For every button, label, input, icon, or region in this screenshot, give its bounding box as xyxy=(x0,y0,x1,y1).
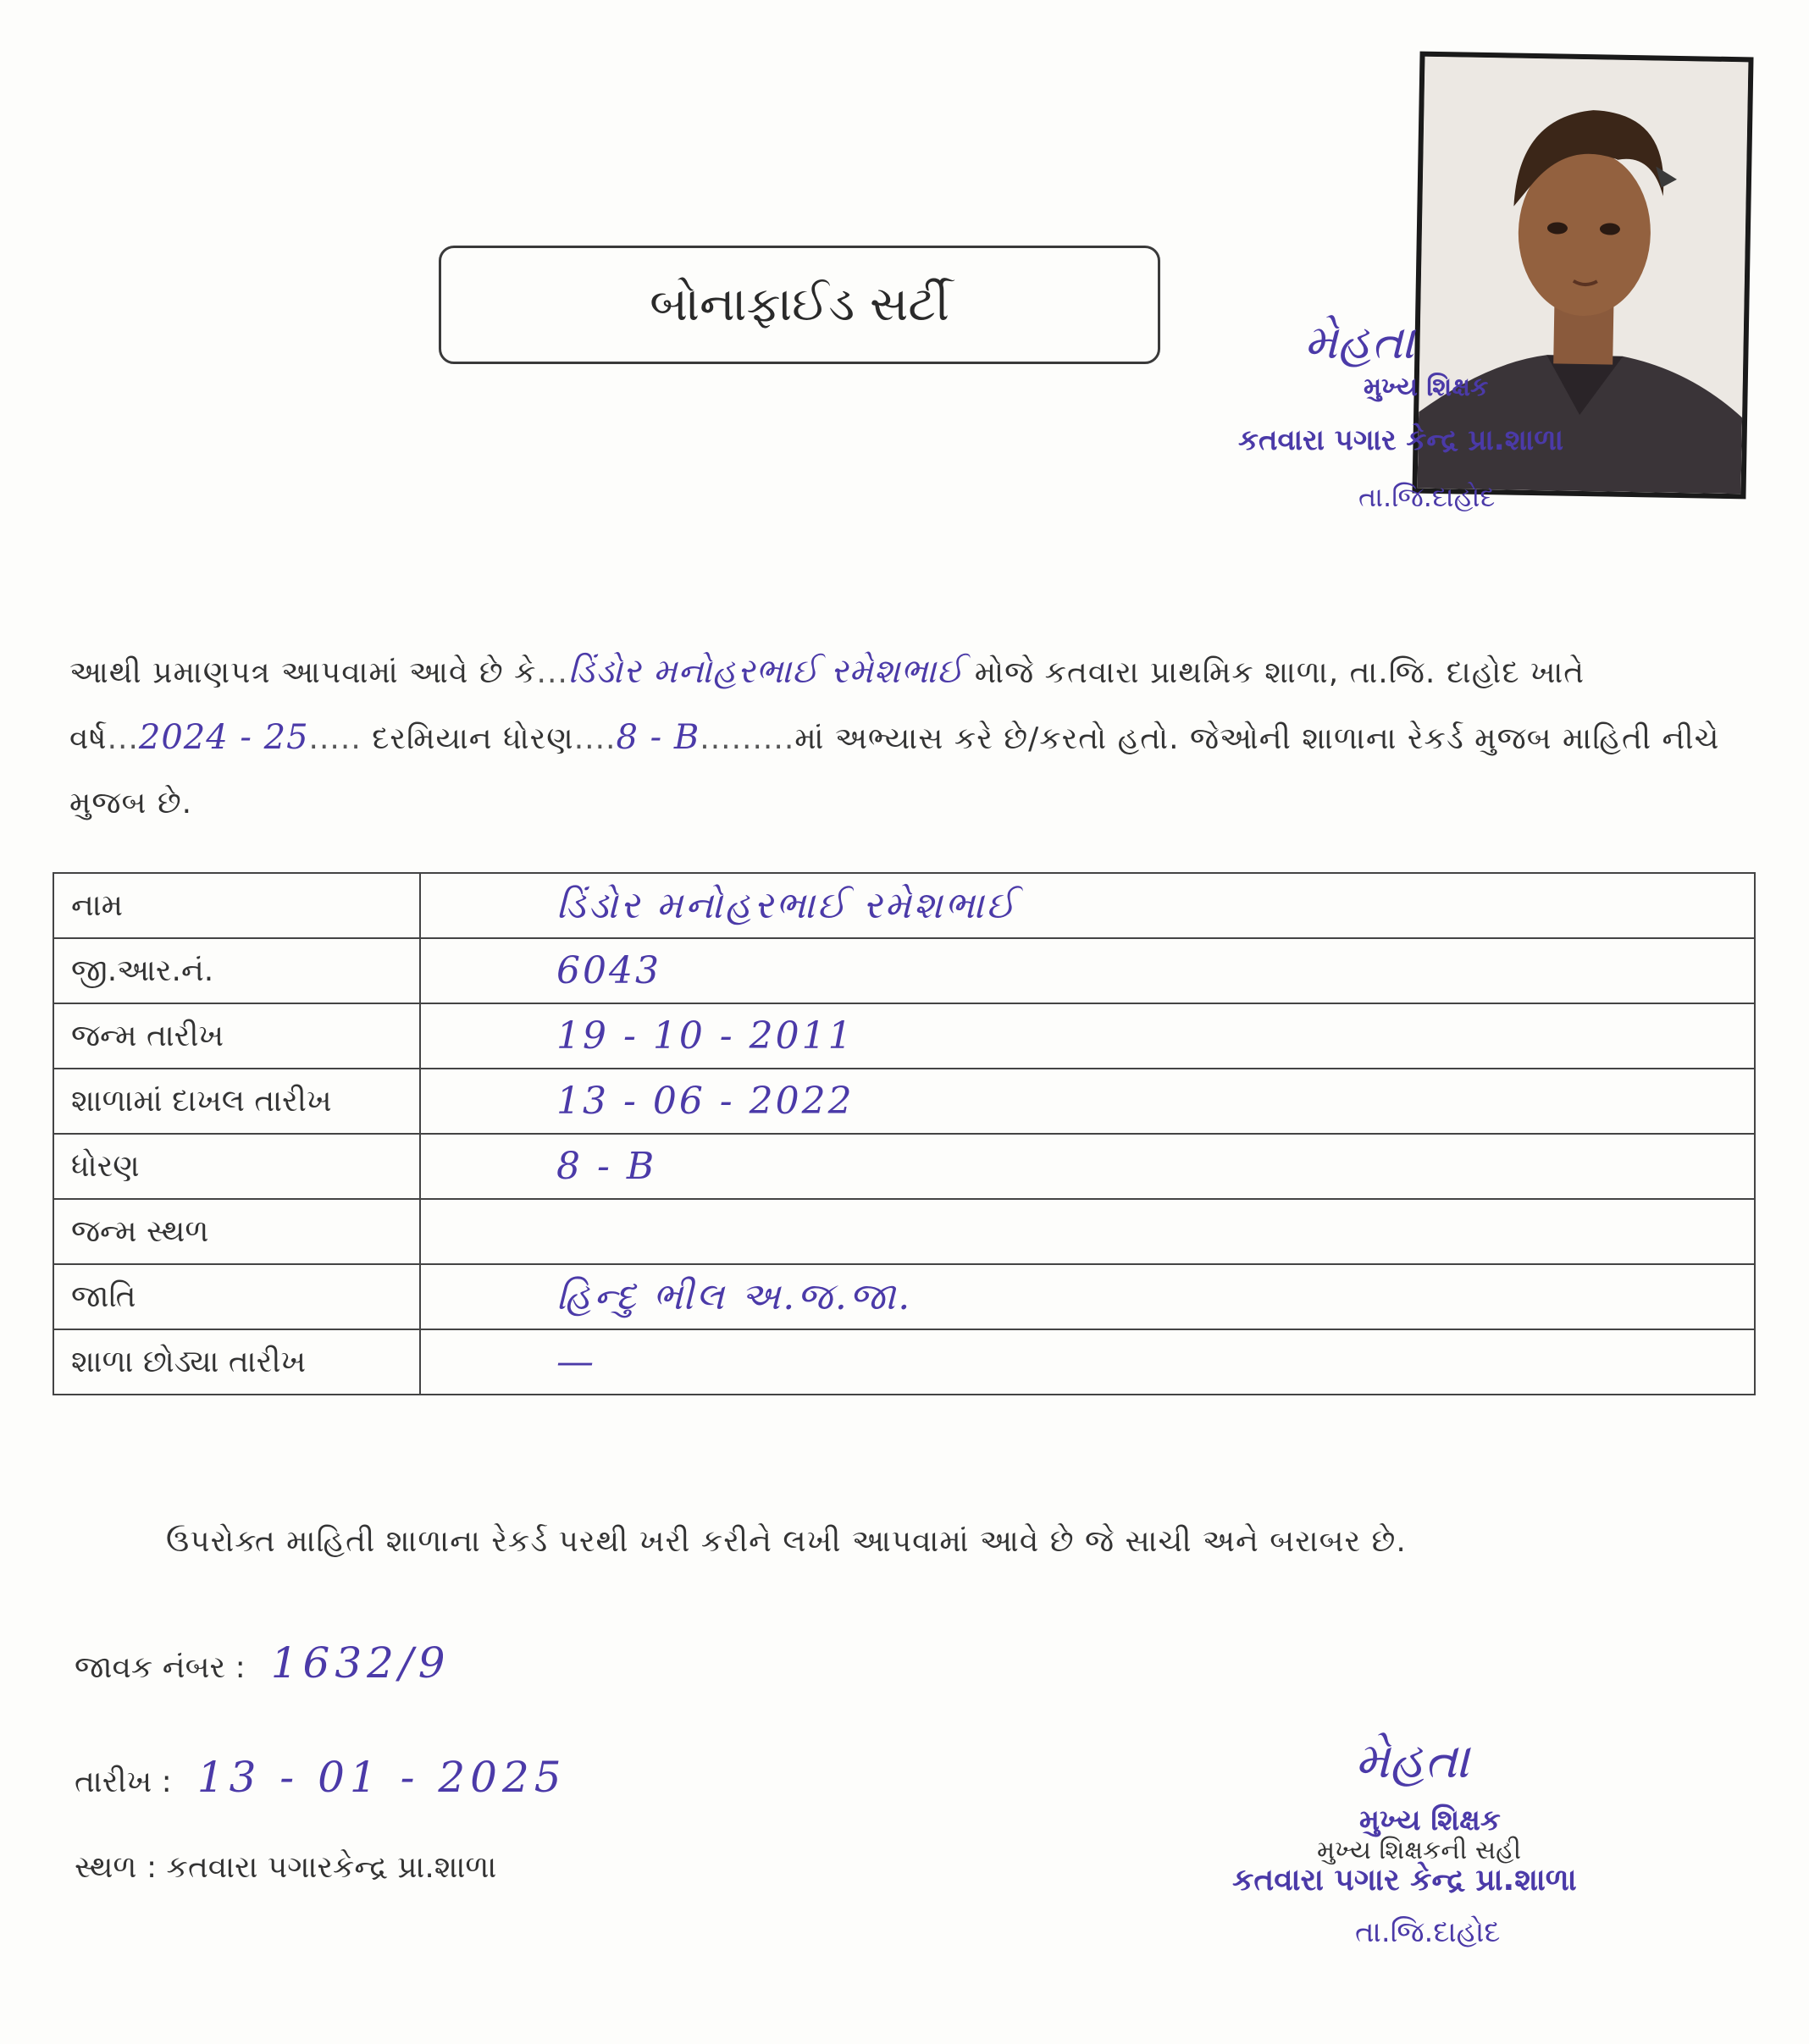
top-stamp-signature: મેહતા xyxy=(1304,315,1415,370)
bottom-stamp-place: તા.જિ.દાહોદ xyxy=(1355,1915,1501,1949)
row-label: જી.આર.નં. xyxy=(53,938,420,1003)
student-info-table xyxy=(53,872,1756,1395)
issue-place: સ્થળ : કતવારા પગારકેન્દ્ર પ્રા.શાળા xyxy=(75,1850,497,1885)
table-row xyxy=(53,1264,1755,1329)
certificate-title-text: બોનાફાઈડ સર્ટી xyxy=(650,277,949,332)
outward-number-label: જાવક નંબર : xyxy=(75,1650,246,1685)
row-label: નામ xyxy=(53,873,420,938)
bottom-stamp-designation: મુખ્ય શિક્ષક xyxy=(1359,1804,1501,1837)
bottom-stamp-signature: મેહતા xyxy=(1355,1732,1469,1789)
row-value: 19 - 10 - 2011 xyxy=(420,1003,1755,1069)
row-value: ડિંડોર મનોહરભાઈ રમેશભાઈ xyxy=(420,873,1755,938)
table-row xyxy=(53,1069,1755,1134)
academic-year-handwritten: 2024 - 25 xyxy=(138,718,309,757)
closing-statement: ઉપરોક્ત માહિતી શાળાના રેકર્ડ પરથી ખરી કરીને લખી આપવામાં આવે છે જે સાચી અને બરાબર છે. xyxy=(166,1524,1407,1559)
issue-date-label: તારીખ : xyxy=(75,1765,172,1799)
outward-number xyxy=(75,1638,451,1688)
signature-caption: મુખ્ય શિક્ષકની સહી xyxy=(1317,1836,1522,1865)
table-row xyxy=(53,1199,1755,1264)
row-label: શાળામાં દાખલ તારીખ xyxy=(53,1069,420,1134)
top-stamp-school: કતવારા પગાર કેન્દ્ર પ્રા.શાળા xyxy=(1238,423,1564,457)
row-value: 6043 xyxy=(420,938,1755,1003)
issue-date-value: 13 - 01 - 2025 xyxy=(196,1753,567,1802)
row-value: 13 - 06 - 2022 xyxy=(420,1069,1755,1134)
table-row xyxy=(53,1003,1755,1069)
row-label: જન્મ સ્થળ xyxy=(53,1199,420,1264)
standard-handwritten: 8 - B xyxy=(616,718,700,757)
row-label: શાળા છોડ્યા તારીખ xyxy=(53,1329,420,1395)
intro-text-3: દરમિયાન ધોરણ xyxy=(372,721,574,756)
top-stamp-place: તા.જિ.દાહોદ xyxy=(1358,481,1496,513)
row-value xyxy=(420,1199,1755,1264)
intro-paragraph: આથી પ્રમાણપત્ર આપવામાં આવે છે કે...ડિંડોર મનોહરભાઈ રમેશભાઈ મોજે કતવારા પ્રાથમિક શાળા, તા.જિ. દાહોદ ખાતે વર્ષ...2024 - 25..... દરમિયાન ધોરણ....8 - B.........માં અભ્યાસ કરે છે/કરતો હતો. જેઓની શાળાના રેકર્ડ મુજબ માહિતી નીચે મુજબ છે. xyxy=(69,652,1720,820)
table-row xyxy=(53,873,1755,938)
row-label: જાતિ xyxy=(53,1264,420,1329)
bottom-stamp-school: કતવારા પગાર કેન્દ્ર પ્રા.શાળા xyxy=(1232,1863,1577,1898)
row-value: 8 - B xyxy=(420,1134,1755,1199)
intro-text-4: માં અભ્યાસ કરે છે/કરતો હતો. જેઓની શાળાના રેકર્ડ મુજબ માહિતી નીચે મુજબ છે. xyxy=(69,721,1720,820)
intro-text-1: આથી પ્રમાણપત્ર આપવામાં આવે છે કે xyxy=(69,655,537,690)
row-value: — xyxy=(420,1329,1755,1395)
outward-number-value: 1632/9 xyxy=(270,1638,451,1688)
top-stamp-designation: મુખ્ય શિક્ષક xyxy=(1364,373,1489,402)
row-label: જન્મ તારીખ xyxy=(53,1003,420,1069)
table-row xyxy=(53,1134,1755,1199)
issue-date xyxy=(75,1753,567,1802)
table-row xyxy=(53,938,1755,1003)
row-label: ધોરણ xyxy=(53,1134,420,1199)
row-value: હિન્દુ ભીલ અ.જ.જા. xyxy=(420,1264,1755,1329)
intro-text-2: મોજે કતવારા પ્રાથમિક શાળા, તા.જિ. દાહોદ ખાતે વર્ષ xyxy=(69,655,1585,756)
student-name-handwritten: ડિંડોર મનોહરભાઈ રમેશભાઈ xyxy=(567,652,965,691)
certificate-title xyxy=(439,246,1160,364)
table-row xyxy=(53,1329,1755,1395)
